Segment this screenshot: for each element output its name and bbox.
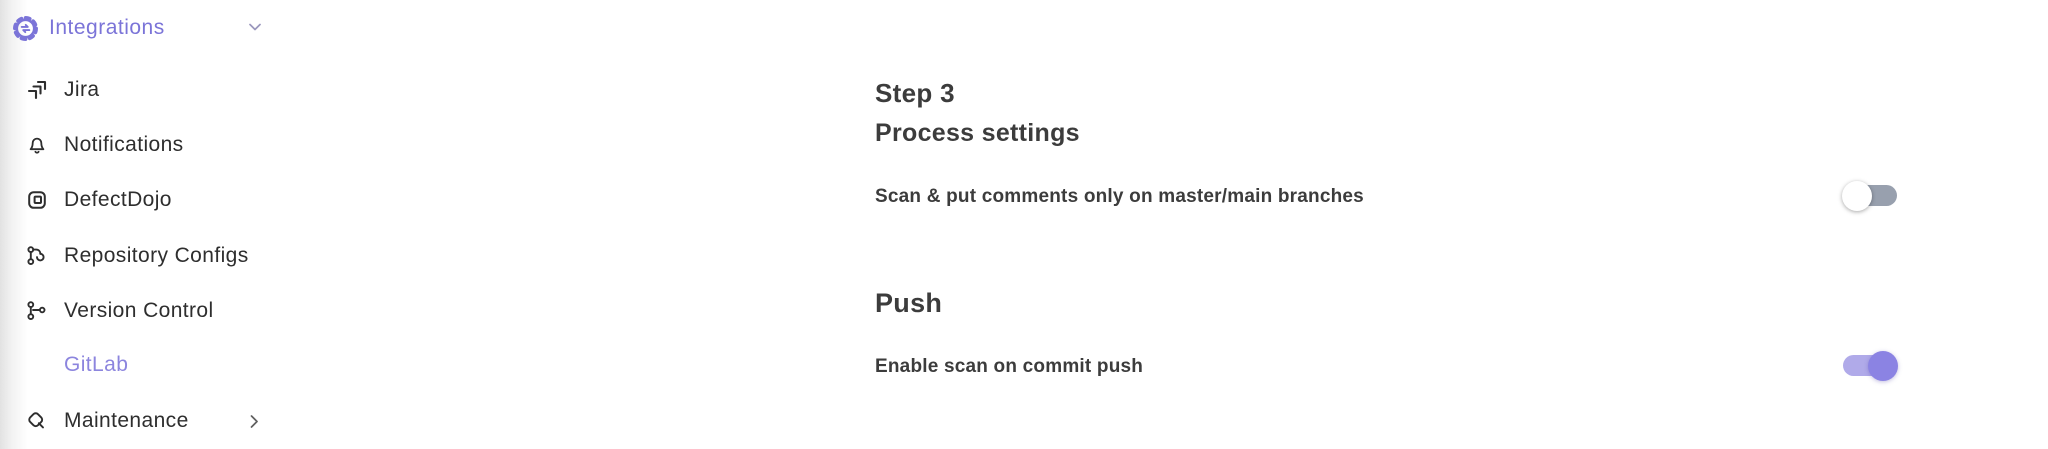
process-settings-heading: Process settings bbox=[875, 119, 1080, 147]
toggle-thumb bbox=[1842, 181, 1872, 211]
push-heading: Push bbox=[875, 288, 943, 318]
sidebar-item-repository-configs[interactable] bbox=[0, 241, 280, 271]
sidebar-item-label: Jira bbox=[64, 78, 100, 101]
scan-on-commit-push-toggle[interactable] bbox=[1843, 355, 1897, 376]
integrations-gear-icon bbox=[12, 15, 39, 42]
sidebar bbox=[0, 0, 300, 449]
defectdojo-icon bbox=[25, 188, 49, 212]
sidebar-item-label: GitLab bbox=[64, 353, 129, 376]
toggle-thumb bbox=[1868, 351, 1898, 381]
sidebar-item-gitlab[interactable] bbox=[0, 350, 280, 380]
sidebar-item-notifications[interactable] bbox=[0, 130, 280, 160]
sidebar-item-jira[interactable] bbox=[0, 75, 280, 105]
chevron-right-icon[interactable] bbox=[249, 414, 259, 429]
sidebar-item-label: Repository Configs bbox=[64, 244, 249, 267]
sidebar-group-integrations[interactable] bbox=[12, 13, 270, 43]
sidebar-group-label: Integrations bbox=[49, 16, 165, 39]
version-control-icon bbox=[25, 299, 49, 323]
master-main-branches-toggle[interactable] bbox=[1843, 185, 1897, 206]
repository-configs-icon bbox=[25, 244, 49, 268]
sidebar-item-version-control[interactable] bbox=[0, 296, 280, 326]
settings-panel bbox=[875, 0, 1975, 449]
sidebar-item-label: Notifications bbox=[64, 133, 184, 156]
jira-icon bbox=[25, 78, 49, 102]
sidebar-item-label: DefectDojo bbox=[64, 188, 172, 211]
step-heading: Step 3 bbox=[875, 78, 955, 108]
sidebar-item-defectdojo[interactable] bbox=[0, 185, 280, 215]
maintenance-tag-icon bbox=[25, 409, 49, 433]
chevron-down-icon[interactable] bbox=[248, 22, 262, 32]
sidebar-item-maintenance[interactable] bbox=[0, 406, 280, 436]
scan-on-push-toggle-label: Enable scan on commit push bbox=[875, 356, 1144, 377]
sidebar-item-label: Maintenance bbox=[64, 409, 189, 432]
sidebar-item-label: Version Control bbox=[64, 299, 214, 322]
master-main-toggle-label: Scan & put comments only on master/main branches bbox=[875, 186, 1364, 207]
bell-icon bbox=[25, 133, 49, 157]
